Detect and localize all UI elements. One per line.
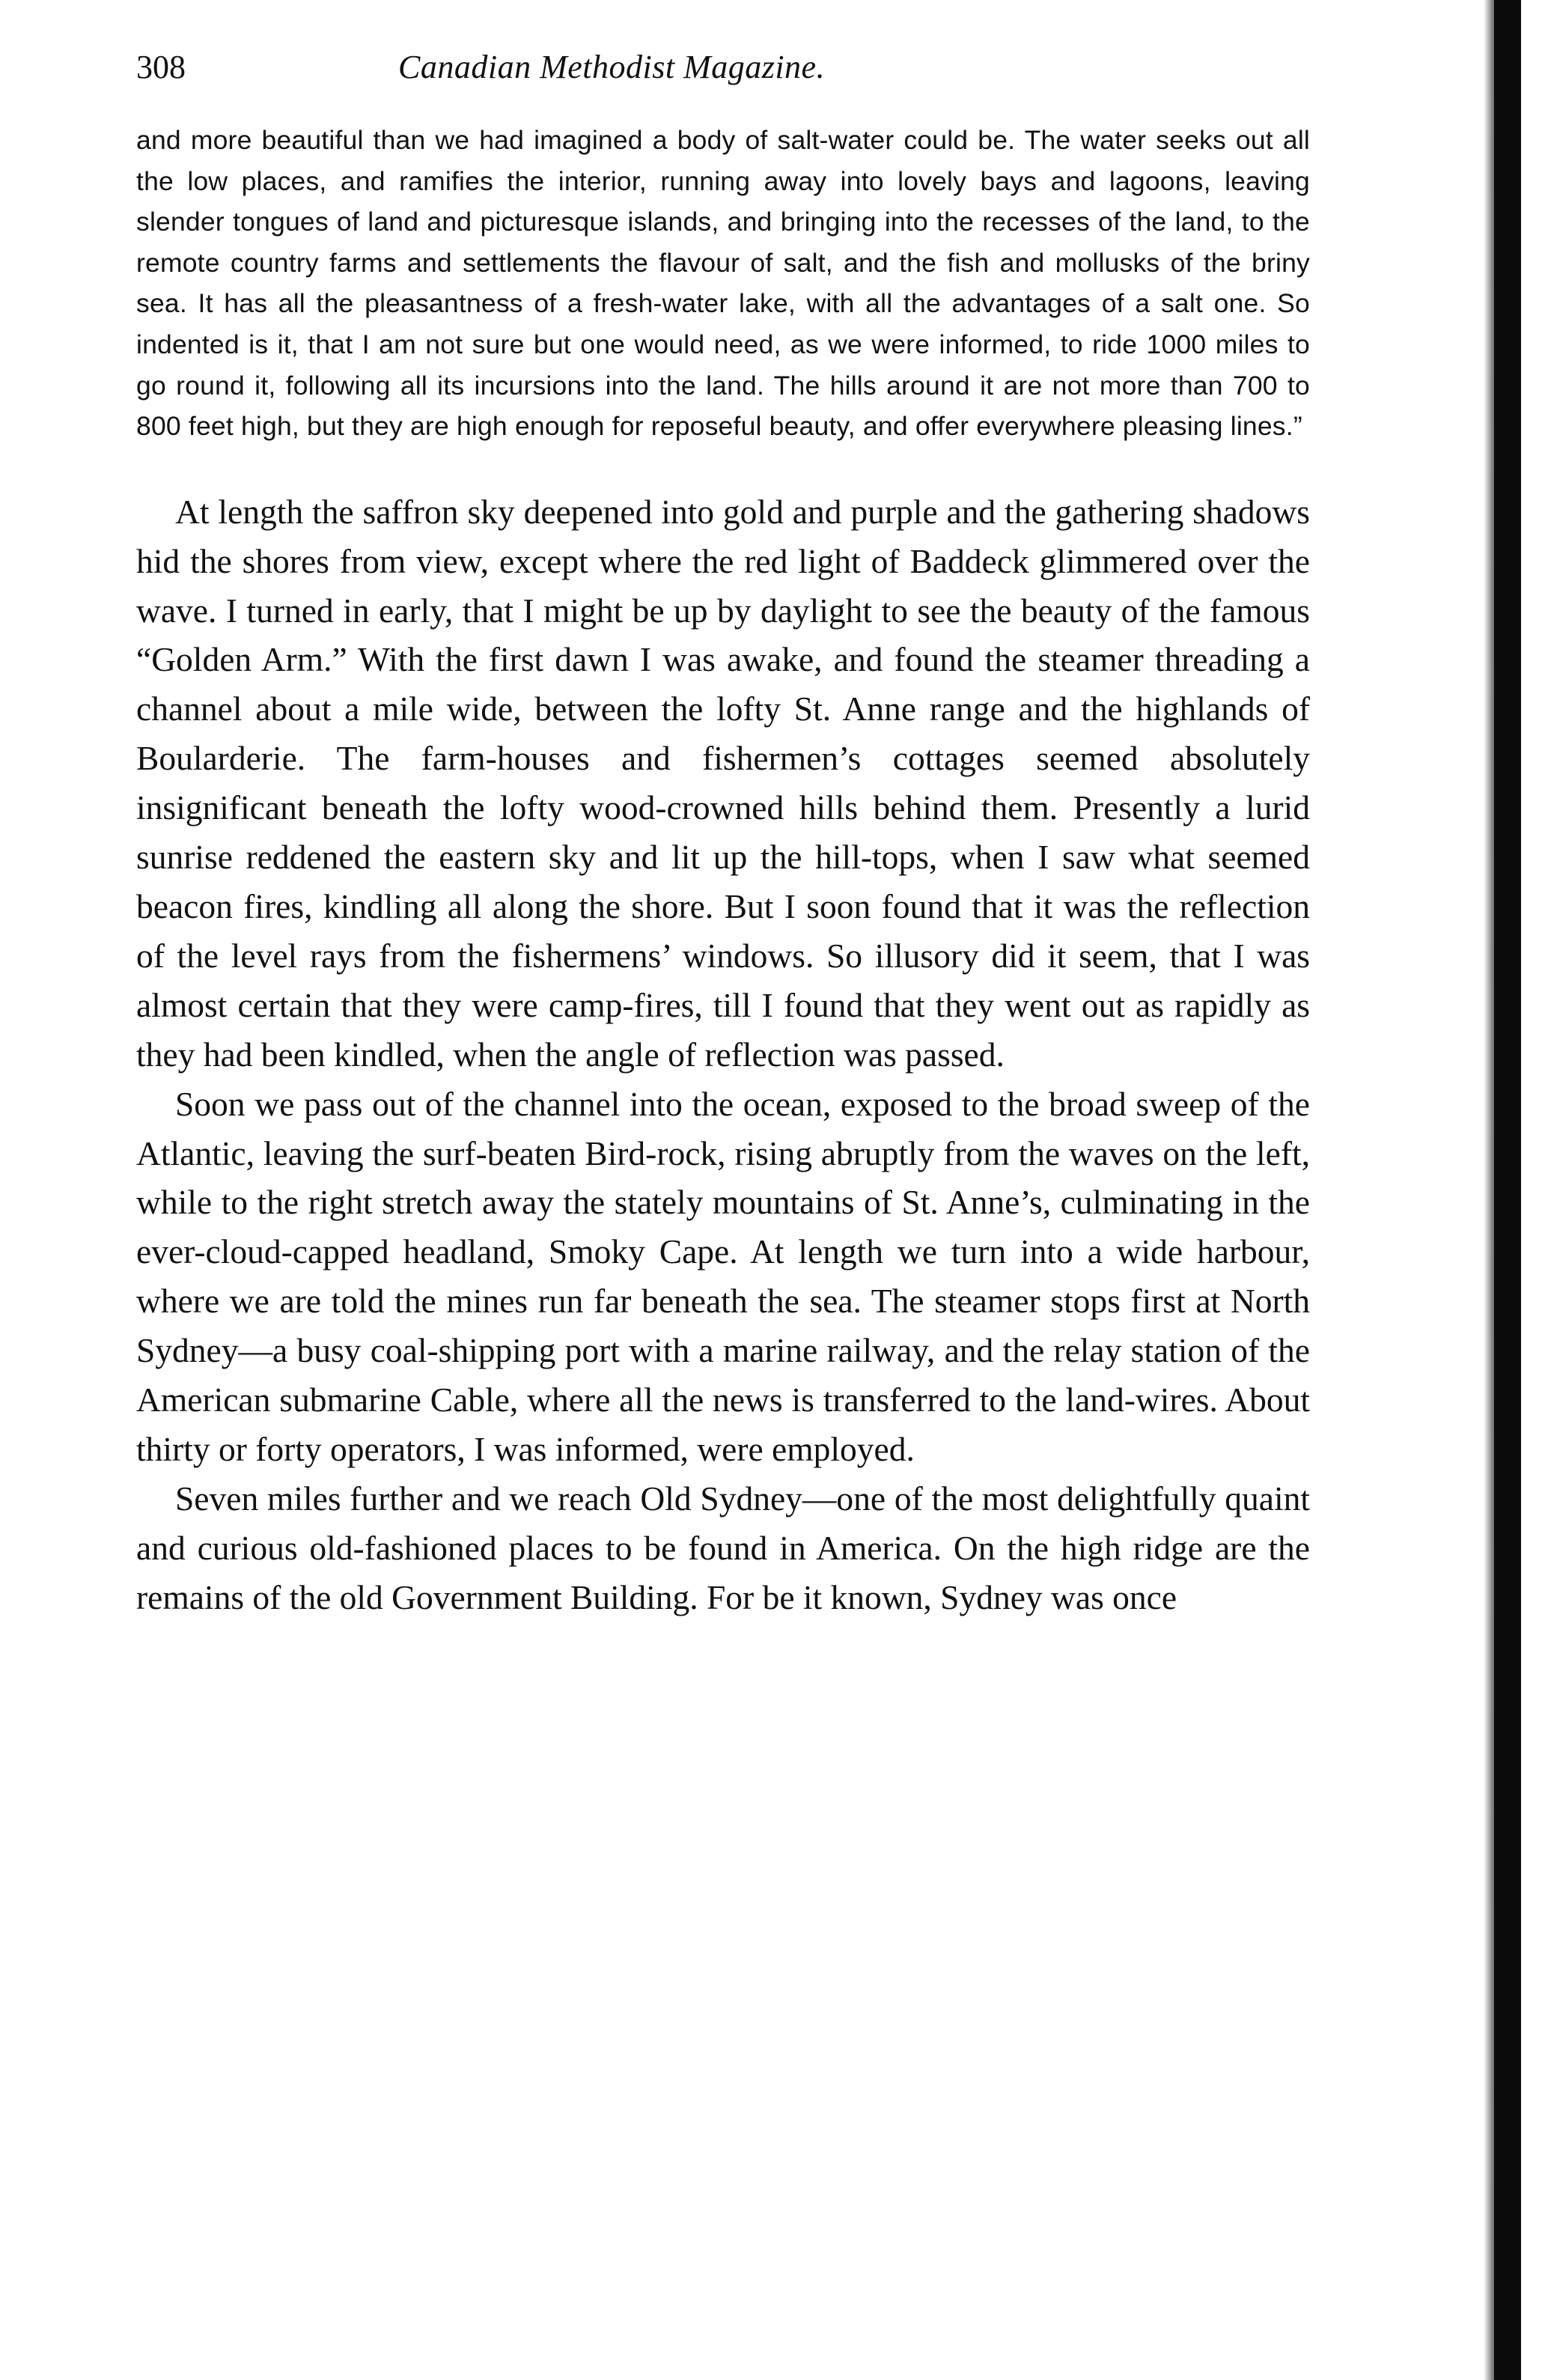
binding-edge-shadow <box>1484 0 1494 2380</box>
body-paragraph: Seven miles further and we reach Old Sydney—one of the most delightfully quaint and curious old-fashioned places to be found in America. On the high ridge are the remains of the old Government Building. For be it known, Sydney was once <box>136 1479 1310 1616</box>
article-body <box>136 487 1310 1622</box>
body-paragraph: At length the saffron sky deepened into gold and purple and the gathering shadows hid the shores from view, except where the red light of Baddeck glimmered over the wave. I turned in early, that I might be up by daylight to see the beauty of the famous “Golden Arm.” With the first dawn I was awake, and found the steamer threading a channel about a mile wide, between the lofty St. Anne range and the highlands of Boularderie. The farm-houses and fishermen’s cottages seemed absolutely insignificant beneath the lofty wood-crowned hills behind them. Presently a lurid sunrise reddened the eastern sky and lit up the hill-tops, when I saw what seemed beacon fires, kindling all along the shore. But I soon found that it was the reflection of the level rays from the fishermens’ windows. So illusory did it seem, that I was almost certain that they were camp-fires, till I found that they went out as rapidly as they had been kindled, when the angle of reflection was passed. <box>136 492 1310 1074</box>
journal-title: Canadian Methodist Magazine. <box>398 49 826 85</box>
running-head <box>136 45 1310 97</box>
quoted-passage: and more beautiful than we had imagined a body of salt-water could be. The water seeks out all the low places, and ramifies the interior, running away into lovely bays and lagoons, leaving slender tongues of land and picturesque islands, and bringing into the recesses of the land, to the remote country farms and settlements the flavour of salt, and the fish and mollusks of the briny sea. It has all the pleasantness of a fresh-water lake, with all the advantages of a salt one. So indented is it, that I am not sure but one would need, as we were informed, to ride 1000 miles to go round it, following all its incursions into the land. The hills around it are not more than 700 to 800 feet high, but they are high enough for reposeful beauty, and offer everywhere pleasing lines.” <box>136 125 1310 442</box>
document-page <box>136 45 1310 1622</box>
body-paragraph: Soon we pass out of the channel into the ocean, exposed to the broad sweep of the Atlantic, leaving the surf-beaten Bird-rock, rising abruptly from the waves on the left, while to the right stretch away the stately mountains of St. Anne’s, culminating in the ever-cloud-capped headland, Smoky Cape. At length we turn into a wide harbour, where we are told the mines run far beneath the sea. The steamer stops first at North Sydney—a busy coal-shipping port with a marine railway, and the relay station of the American submarine Cable, where all the news is transferred to the land-wires. About thirty or forty operators, I was informed, were employed. <box>136 1084 1310 1468</box>
page-number: 308 <box>136 49 186 85</box>
binding-edge <box>1494 0 1521 2380</box>
